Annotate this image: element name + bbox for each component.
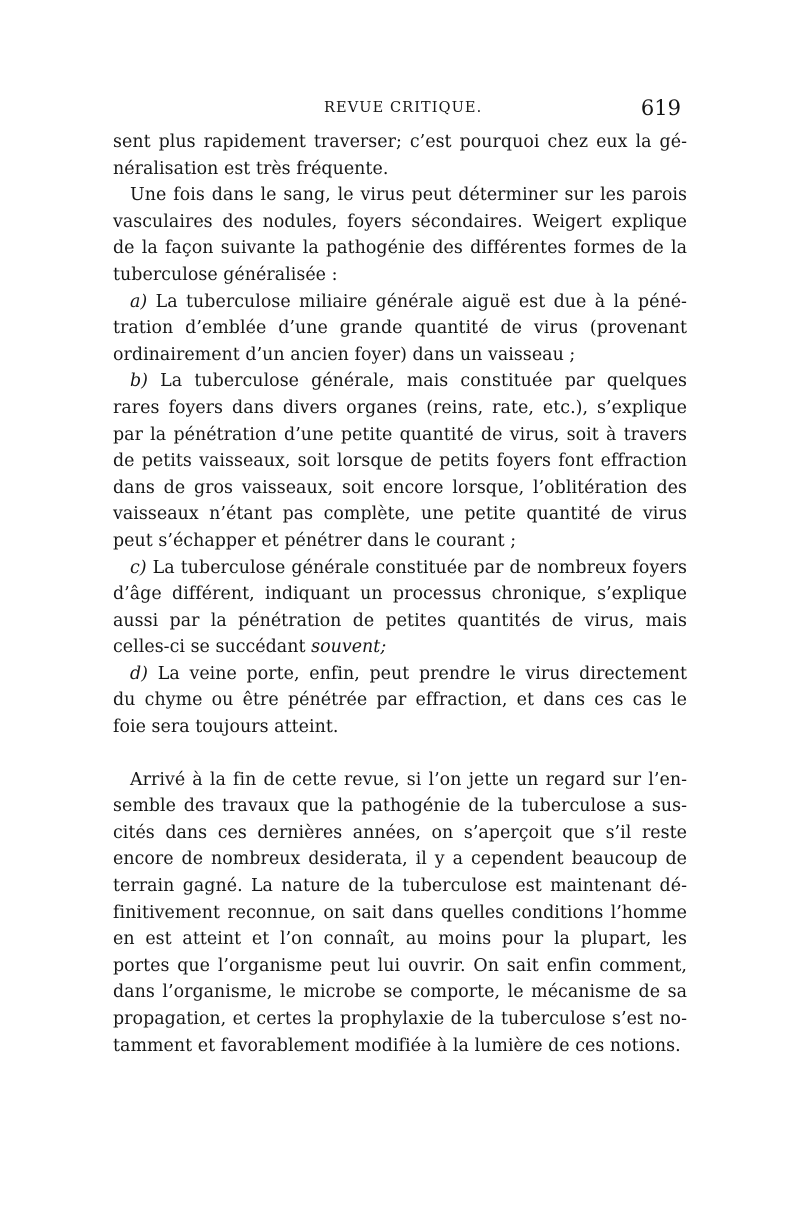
text-line: du chyme ou être pénétrée par effraction, et dans ces cas le: [113, 690, 687, 711]
text-line: finitivement reconnue, on sait dans quelles conditions l’homme: [113, 902, 687, 923]
item-label: d): [130, 663, 149, 684]
text-line: aussi par la pénétration de petites quantités de virus, mais: [113, 610, 687, 631]
page-header: [113, 96, 683, 124]
paragraph-gap: [113, 741, 687, 767]
text-line: [113, 555, 687, 582]
item-label: c): [130, 557, 147, 578]
conclusion-paragraph: [113, 767, 687, 1060]
text-line: portes que l’organisme peut lui ouvrir. On sait enfin comment,: [113, 955, 687, 976]
item-label: a): [130, 291, 148, 312]
text-line: [113, 661, 687, 688]
item-text: La tuberculose générale, mais constituée par quelques: [148, 371, 687, 392]
text-line: néralisation est très fréquente.: [113, 158, 389, 179]
text-line: en est atteint et l’on connaît, au moins pour la plupart, les: [113, 929, 687, 950]
list-item-d: [113, 661, 687, 741]
item-label: b): [130, 371, 149, 392]
text-line: de la façon suivante la pathogénie des différentes formes de la: [113, 238, 687, 259]
emphasis-word: souvent;: [311, 637, 387, 658]
text-line: Arrivé à la fin de cette revue, si l’on jette un regard sur l’en-: [130, 769, 687, 790]
item-text: La tuberculose générale constituée par de nombreux foyers: [146, 557, 687, 578]
text-line: foie sera toujours atteint.: [113, 717, 339, 738]
text-line: cités dans ces dernières années, on s’aperçoit que s’il reste: [113, 822, 687, 843]
text-line: rares foyers dans divers organes (reins, rate, etc.), s’explique: [113, 397, 687, 418]
list-item-a: [113, 289, 687, 369]
text-line: dans de gros vaisseaux, soit encore lorsque, l’oblitération des: [113, 477, 687, 498]
paragraph-continuation: [113, 129, 687, 182]
text-line: vasculaires des nodules, foyers sécondaires. Weigert explique: [113, 211, 687, 232]
text-line: propagation, et certes la prophylaxie de la tuberculose s’est no-: [113, 1009, 687, 1029]
text-line: [113, 289, 687, 316]
text-line: par la pénétration d’une petite quantité de virus, soit à travers: [113, 424, 687, 445]
body-text: [113, 129, 687, 1059]
text-line: ordinairement d’un ancien foyer) dans un vaisseau ;: [113, 344, 576, 365]
text-line: terrain gagné. La nature de la tuberculose est maintenant dé-: [113, 876, 687, 897]
paragraph-weigert: [113, 182, 687, 288]
text-line: d’âge différent, indiquant un processus chronique, s’explique: [113, 584, 687, 605]
list-item-c: [113, 555, 687, 661]
text-line: de petits vaisseaux, soit lorsque de petits foyers font effraction: [113, 451, 687, 472]
text-line: sent plus rapidement traverser; c’est pourquoi chez eux la gé-: [113, 132, 687, 152]
text-line: vaisseaux n’étant pas complète, une petite quantité de virus: [113, 504, 687, 525]
item-text: La veine porte, enfin, peut prendre le virus directement: [148, 663, 687, 684]
text-line: tration d’emblée d’une grande quantité de virus (provenant: [113, 318, 687, 339]
text-line: encore de nombreux desiderata, il y a cependent beaucoup de: [113, 849, 687, 870]
text-line: tamment et favorablement modifiée à la lumière de ces notions.: [113, 1035, 681, 1056]
page-number: 619: [640, 96, 681, 120]
item-text: celles-ci se succédant: [113, 637, 312, 658]
text-line: tuberculose généralisée :: [113, 264, 338, 285]
list-item-b: [113, 368, 687, 554]
text-line: semble des travaux que la pathogénie de la tuberculose a sus-: [113, 796, 687, 817]
running-title: REVUE CRITIQUE.: [324, 100, 483, 116]
text-line: peut s’échapper et pénétrer dans le courant ;: [113, 530, 517, 551]
text-line: dans l’organisme, le microbe se comporte, le mécanisme de sa: [113, 982, 687, 1003]
text-line: [113, 368, 687, 395]
text-line: Une fois dans le sang, le virus peut déterminer sur les parois: [130, 185, 687, 206]
item-text: La tuberculose miliaire générale aiguë est due à la péné-: [147, 291, 687, 312]
text-line: [113, 634, 687, 661]
